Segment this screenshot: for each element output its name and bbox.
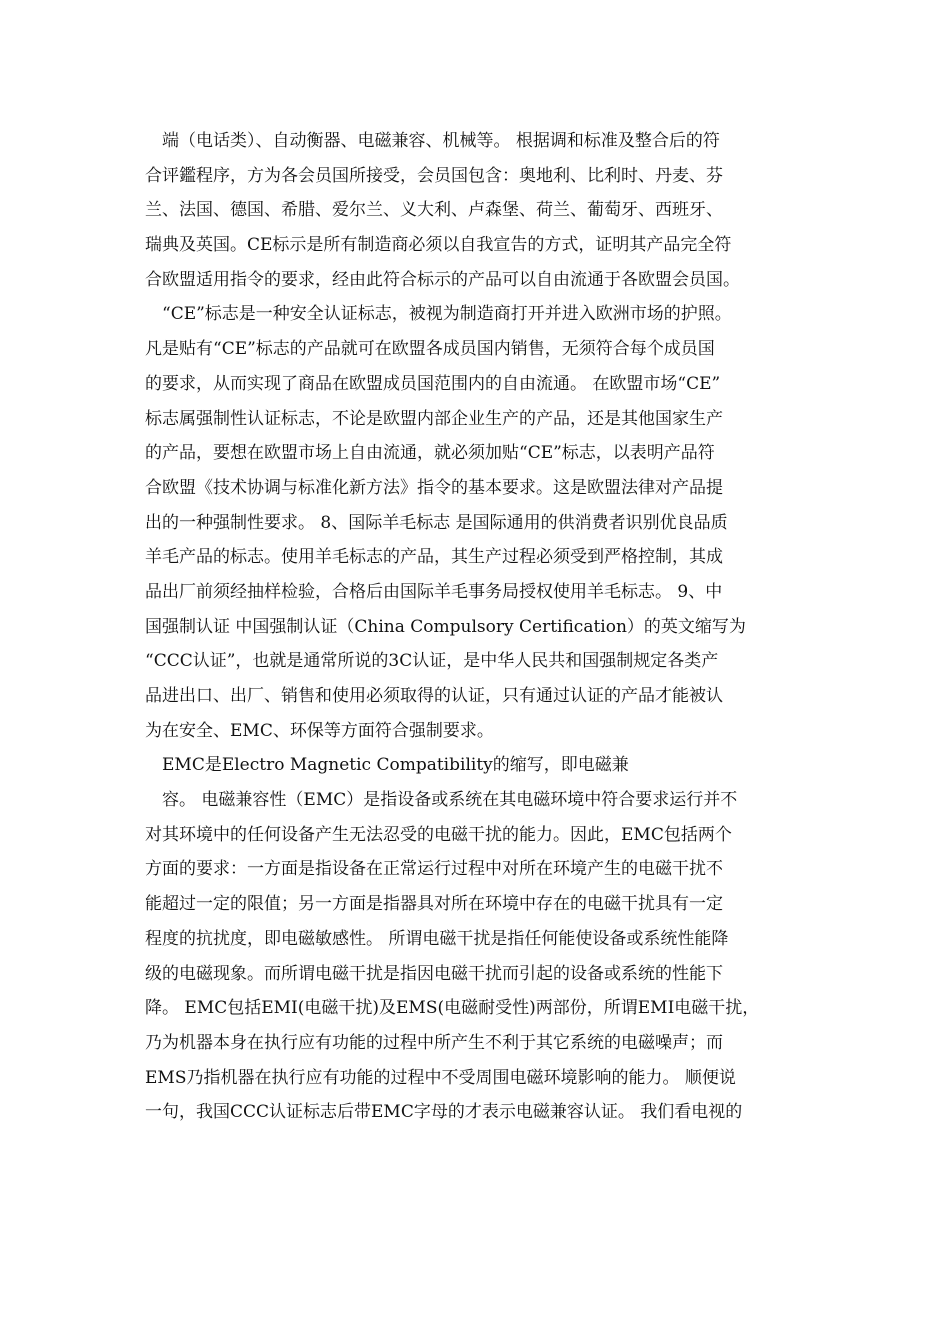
text-line: 合评鑑程序，方为各会员国所接受，会员国包含：奥地利、比利时、丹麦、芬 xyxy=(145,165,723,186)
text-line: 合欧盟《技术协调与标准化新方法》指令的基本要求。这是欧盟法律对产品提 xyxy=(145,477,723,498)
text-line: 容。 电磁兼容性（EMC）是指设备或系统在其电磁环境中符合要求运行并不 xyxy=(162,790,738,811)
text-line: 标志属强制性认证标志，不论是欧盟内部企业生产的产品，还是其他国家生产 xyxy=(145,408,723,429)
text-line: 乃为机器本身在执行应有功能的过程中所产生不利于其它系统的电磁噪声；而 xyxy=(145,1032,723,1053)
text-line: 级的电磁现象。而所谓电磁干扰是指因电磁干扰而引起的设备或系统的性能下 xyxy=(145,963,723,984)
text-line: 出的一种强制性要求。 8、国际羊毛标志 是国际通用的供消费者识别优良品质 xyxy=(145,512,728,533)
text-line: 程度的抗扰度，即电磁敏感性。 所谓电磁干扰是指任何能使设备或系统性能降 xyxy=(145,928,729,949)
text-line: EMC是Electro Magnetic Compatibility的缩写，即电磁兼 xyxy=(162,755,629,776)
body-text xyxy=(145,124,810,1130)
text-line: EMS乃指机器在执行应有功能的过程中不受周围电磁环境影响的能力。 顺便说 xyxy=(145,1067,736,1088)
text-line: 端（电话类）、自动衡器、电磁兼容、机械等。 根据调和标准及整合后的符 xyxy=(162,131,720,151)
text-line: 合欧盟适用指令的要求，经由此符合标示的产品可以自由流通于各欧盟会员国。 xyxy=(145,269,740,290)
text-line: “CCC认证”，也就是通常所说的3C认证，是中华人民共和国强制规定各类产 xyxy=(145,651,719,672)
text-line: 一句，我国CCC认证标志后带EMC字母的才表示电磁兼容认证。 我们看电视的 xyxy=(145,1102,743,1123)
text-line: 品出厂前须经抽样检验，合格后由国际羊毛事务局授权使用羊毛标志。 9、中 xyxy=(145,581,723,602)
text-line: 的产品，要想在欧盟市场上自由流通，就必须加贴“CE”标志，以表明产品符 xyxy=(145,443,715,464)
text-line: 凡是贴有“CE”标志的产品就可在欧盟各成员国内销售，无须符合每个成员国 xyxy=(145,339,715,360)
text-line: 对其环境中的任何设备产生无法忍受的电磁干扰的能力。因此，EMC包括两个 xyxy=(145,824,732,845)
text-line: 为在安全、EMC、环保等方面符合强制要求。 xyxy=(145,720,494,741)
text-line: 能超过一定的限值；另一方面是指器具对所在环境中存在的电磁干扰具有一定 xyxy=(145,894,723,915)
text-line: 品进出口、出厂、销售和使用必须取得的认证，只有通过认证的产品才能被认 xyxy=(145,686,723,706)
text-line: 方面的要求：一方面是指设备在正常运行过程中对所在环境产生的电磁干扰不 xyxy=(145,859,723,880)
text-line: 的要求，从而实现了商品在欧盟成员国范围内的自由流通。 在欧盟市场“CE” xyxy=(145,373,721,394)
text-line: 羊毛产品的标志。使用羊毛标志的产品，其生产过程必须受到严格控制，其成 xyxy=(145,547,723,568)
text-line: 降。 EMC包括EMI(电磁干扰)及EMS(电磁耐受性)两部份，所谓EMI电磁干扰， xyxy=(145,998,760,1019)
text-line: 兰、法国、德国、希腊、爱尔兰、义大利、卢森堡、荷兰、葡萄牙、西班牙、 xyxy=(145,200,723,221)
text-line: 瑞典及英国。CE标示是所有制造商必须以自我宣告的方式，证明其产品完全符 xyxy=(145,235,732,256)
text-line: “CE”标志是一种安全认证标志，被视为制造商打开并进入欧洲市场的护照。 xyxy=(162,304,732,325)
text-line: 国强制认证 中国强制认证（China Compulsory Certification）的英文缩写为 xyxy=(145,616,746,637)
